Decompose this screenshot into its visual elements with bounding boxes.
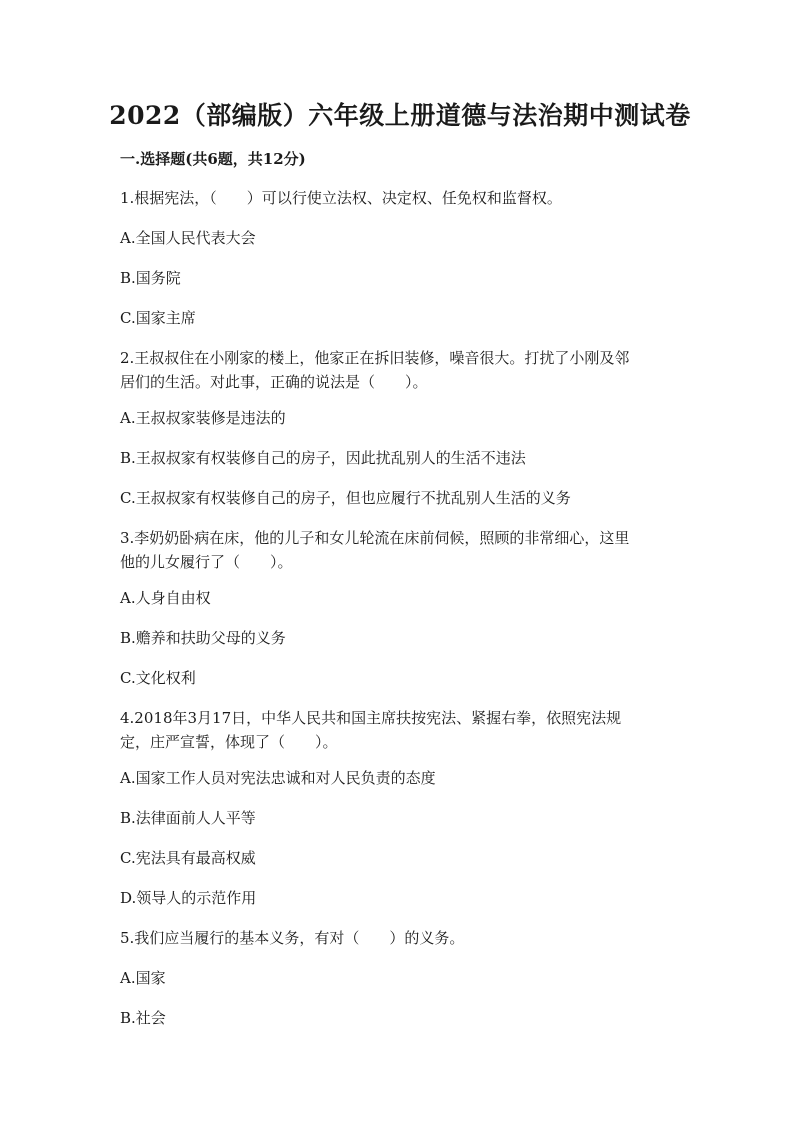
- question-4-option-c: C.宪法具有最高权威: [120, 849, 256, 867]
- question-3-stem-line-2: 他的儿女履行了（ ）。: [120, 553, 293, 571]
- question-2-option-b: B.王叔叔家有权装修自己的房子，因此扰乱别人的生活不违法: [120, 449, 526, 467]
- question-1-option-b: B.国务院: [120, 269, 181, 287]
- question-1-option-c: C.国家主席: [120, 309, 196, 327]
- question-3-option-c: C.文化权利: [120, 669, 196, 687]
- question-4-option-a: A.国家工作人员对宪法忠诚和对人民负责的态度: [120, 769, 436, 787]
- question-5-stem: 5.我们应当履行的基本义务，有对（ ）的义务。: [120, 929, 465, 947]
- question-3-option-a: A.人身自由权: [120, 589, 211, 607]
- question-4-option-d: D.领导人的示范作用: [120, 889, 257, 907]
- question-4-stem-line-1: 4.2018年3月17日，中华人民共和国主席扶按宪法、紧握右拳，依照宪法规: [120, 709, 622, 727]
- question-2-option-c: C.王叔叔家有权装修自己的房子，但也应履行不扰乱别人生活的义务: [120, 489, 571, 507]
- question-4-option-b: B.法律面前人人平等: [120, 809, 256, 827]
- question-1-stem: 1.根据宪法，（ ）可以行使立法权、决定权、任免权和监督权。: [120, 189, 562, 207]
- question-3-stem-line-1: 3.李奶奶卧病在床，他的儿子和女儿轮流在床前伺候，照顾的非常细心，这里: [120, 529, 630, 547]
- section-heading: 一.选择题(共6题，共12分): [120, 150, 306, 168]
- question-2-option-a: A.王叔叔家装修是违法的: [120, 409, 286, 427]
- question-2-stem-line-1: 2.王叔叔住在小刚家的楼上，他家正在拆旧装修，噪音很大。打扰了小刚及邻: [120, 349, 630, 367]
- question-1-option-a: A.全国人民代表大会: [120, 229, 256, 247]
- question-2-stem-line-2: 居们的生活。对此事，正确的说法是（ ）。: [120, 373, 428, 391]
- question-5-option-a: A.国家: [120, 969, 166, 987]
- question-4-stem-line-2: 定，庄严宣誓，体现了（ ）。: [120, 733, 338, 751]
- question-3-option-b: B.赡养和扶助父母的义务: [120, 629, 286, 647]
- page-title: 2022（部编版）六年级上册道德与法治期中测试卷: [109, 101, 691, 130]
- question-5-option-b: B.社会: [120, 1009, 166, 1027]
